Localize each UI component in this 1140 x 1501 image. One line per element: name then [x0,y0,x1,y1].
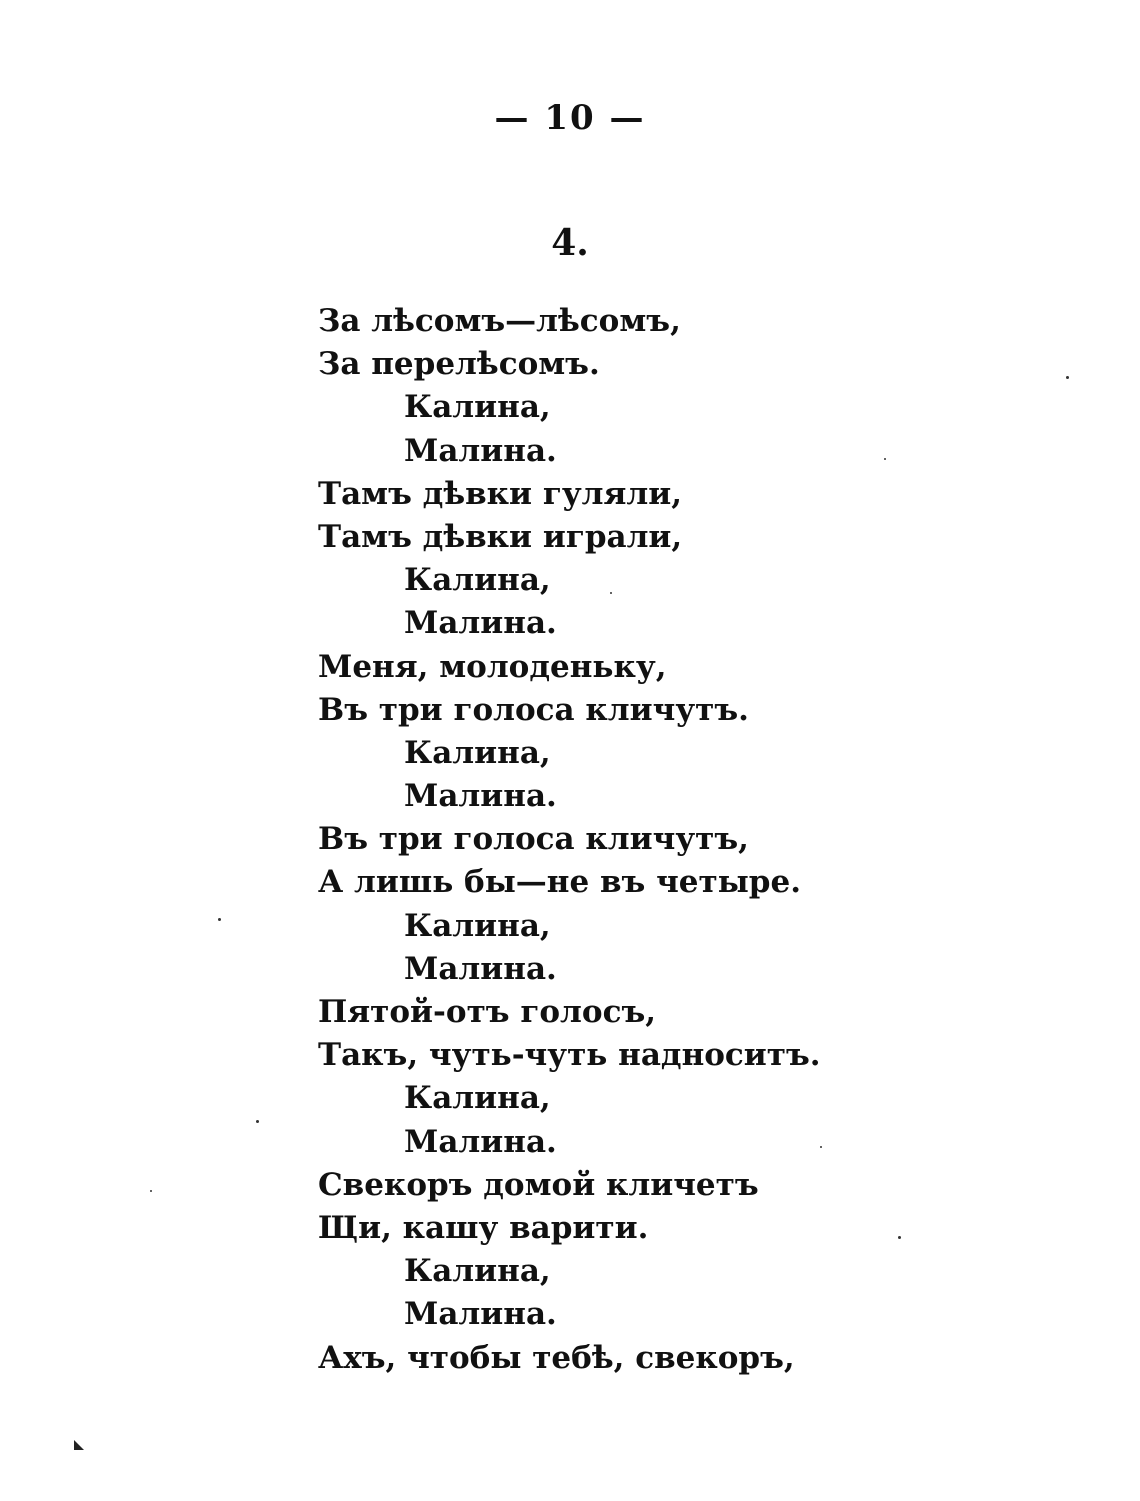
refrain-line: Калина, [404,907,551,944]
scan-speck [820,1146,822,1148]
refrain-line: Малина. [404,605,557,642]
scan-speck [1066,376,1069,379]
refrain-line: Малина. [404,1123,557,1160]
refrain-line: Калина, [404,562,551,599]
poem-body [318,300,1038,1380]
refrain-line: Малина. [404,1296,557,1333]
verse-line: Въ три голоса кличутъ. [318,691,749,728]
verse-line: Ахъ, чтобы тебѣ, свекоръ, [318,1339,795,1376]
verse-line: А лишь бы—не въ четыре. [318,864,801,901]
refrain-line: Малина. [404,950,557,987]
verse-line: Щи, кашу варити. [318,1209,649,1246]
scan-speck [218,918,221,921]
refrain-line: Калина, [404,389,551,426]
verse-line: За перелѣсомъ. [318,346,600,383]
scan-speck [884,458,886,460]
corner-mark [74,1440,84,1450]
verse-line: Меня, молоденьку, [318,648,667,685]
scan-speck [898,1236,901,1239]
scan-speck [150,1190,152,1192]
refrain-line: Малина. [404,778,557,815]
verse-line: Пятой-отъ голосъ, [318,994,657,1030]
refrain-line: Калина, [404,1253,551,1290]
verse-line: Тамъ дѣвки играли, [318,518,683,555]
refrain-line: Калина, [404,734,551,771]
page-number: — 10 — [494,98,646,138]
verse-line: Свекоръ домой кличетъ [318,1166,759,1203]
verse-line: Тамъ дѣвки гуляли, [318,475,683,512]
verse-line: Такъ, чуть-чуть надноситъ. [318,1037,821,1074]
scan-speck [256,1120,259,1123]
verse-line: За лѣсомъ—лѣсомъ, [318,303,681,339]
verse-line: Въ три голоса кличутъ, [318,821,749,858]
scan-speck [610,592,612,594]
refrain-line: Калина, [404,1080,551,1117]
poem-number: 4. [551,222,589,264]
refrain-line: Малина. [404,432,557,469]
